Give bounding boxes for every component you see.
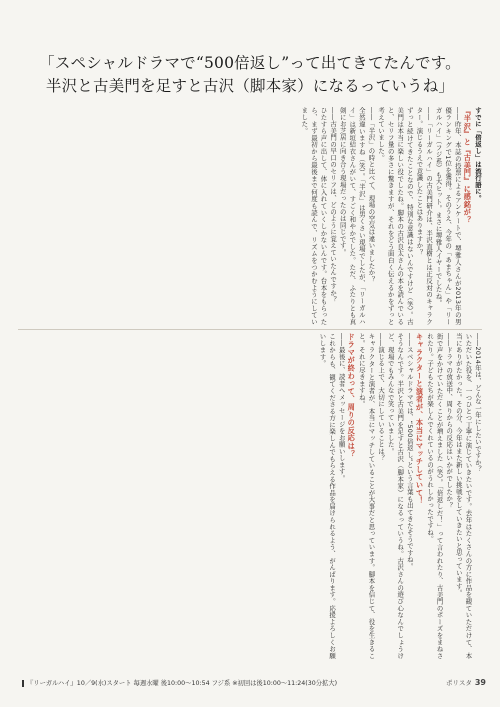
paragraph: キャラクターと演者が、本当にマッチしていることが大事だと思っています。脚本を信じて、役を生きること。それに尽きますね。 [357,333,376,659]
subhead-c: ドラマが終わって、周りの反応は？ [347,333,357,458]
paragraph: いただいた役を、一つひとつ丁寧に演じていきたいです。去年はたくさんの方に作品を観ていただけて、本当にありがたかった。その分、今年はまた新しい挑戦をしていきたいと思っています。 [454,333,473,659]
headline-line-2: 半沢と古美門を足すと古沢（脚本家）になるっていうね」 [45,77,455,95]
article-body-bottom [18,333,482,659]
page-folio [446,678,486,687]
paragraph: ずっと続けてきたことなので、特別な意識はないんですけど（笑）。古美門は本当に楽しい役でしたね。脚本の古沢良太さんの本を読んでいると、セリフ量の多さに驚きますが、それをどう面白く伝えるかをずっと考えていました。 [377,107,414,325]
subhead-a: 『半沢』と『古美門』に感銘が？ [463,107,473,224]
paragraph: これからも、観てくださる方に楽しんでもらえる作品を届けられるよう、がんばります。応援よろしくお願いします。 [318,333,337,659]
broadcast-info [22,678,337,687]
paragraph: そうなんです。半沢と古美門を足すと古沢（脚本家）になるっていうね。古沢さんの遊び心なんでしょうけど、現場でもみんなで笑っていました。 [386,333,405,659]
vertical-text-top [18,107,482,325]
paragraph: ――演じる上で、大切にしていることは？ [377,333,386,462]
paragraph: ――ドラマの放送中、周りからの反応はいかがでしたか？ [445,333,454,509]
article-body-top [18,107,482,325]
footer-bar-mark [22,680,24,687]
vertical-text-bottom [18,333,482,659]
paragraph: ――2014年は、どんな一年にしたいですか？ [474,333,482,473]
lead-question: すでに「倍返し」は流行語に。 [474,107,482,202]
paragraph: ――「リーガルハイ」の古美門研介は、半沢直樹とは正反対のキャラクター。演じるうえで意識したことはありますか？ [415,107,434,325]
paragraph: 街で声をかけていただくことが増えました（笑）。「倍返しだ！」って言われたり、古美門のポーズをまねされたり。子どもたちが楽しんでくれているのがうれしかったですね。 [426,333,444,659]
page-number: 39 [474,678,486,687]
subhead-b: キャラクターと演者が、本当にマッチしていて！ [415,333,425,505]
headline [0,52,500,98]
headline-line-1: 「スペシャルドラマで“500倍返し”って出てきてたんです。 [39,54,461,72]
paragraph: ひたすら声に出して、体に入れていくしかないんです。台本をもらったら、まず最初から最後まで何度も読んで、リズムをつかむようにしていました。 [300,107,328,325]
paragraph: ――古美門の早口のセリフは、どのように覚えていたんですか？ [329,107,338,303]
paragraph: ――「半沢」の時と比べて、現場の空気は違いましたか？ [367,107,376,283]
paragraph: 全然違いますね（笑）。「半沢」は男くさい現場でしたが、「リーガルハイ」は新垣結衣さんがいて、すごく和やかでした。ただ、ふたりとも真剣にお芝居に向き合う現場だったのは同じです。 [338,107,366,325]
paragraph: ――スペシャルドラマでは、“500倍返し”という言葉も出てきたそうですね。 [405,333,414,570]
section-divider [18,329,482,330]
paragraph: ――最後に、読者へメッセージをお願いします。 [337,333,346,482]
paragraph: ――昨年、本誌の投票によるアンケートで、堺雅人さんが2013年の男優ランキングで1位を獲得。そのうえ、今年の「あまちゃん」や「リーガルハイ」（フジ系）も大ヒット。まさに堺雅人イヤーでしたね。 [434,107,462,325]
broadcast-info-text: 『リーガルハイ』10／9(水)スタート 毎週水曜 後10:00〜10:54 フジ系 ※初回は後10:00〜11:24(30分拡大) [27,680,338,687]
magazine-name: ポリスタ [445,679,472,687]
